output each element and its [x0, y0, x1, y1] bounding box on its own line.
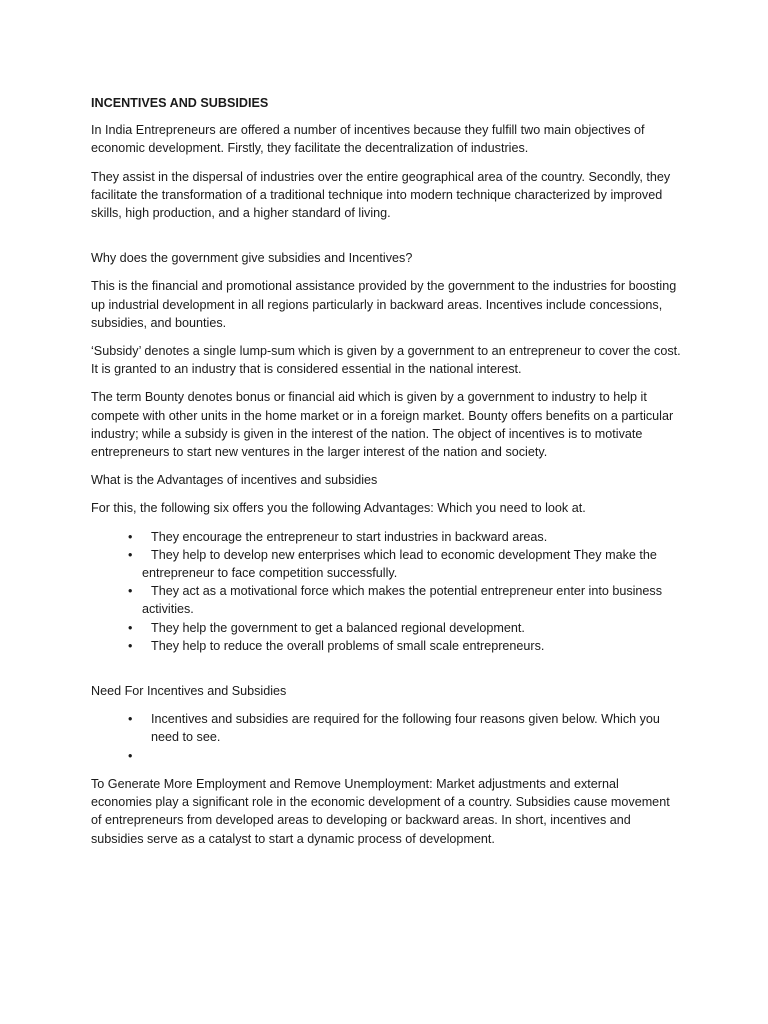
list-item — [91, 637, 681, 655]
advantages-list — [91, 528, 681, 655]
bullet-glyph: • — [128, 638, 133, 653]
bullet-glyph: • — [128, 712, 133, 727]
bullet-glyph: • — [128, 584, 133, 599]
need-text: Incentives and subsidies are required for the following four reasons given below. Which you need to see. — [151, 712, 660, 745]
why-paragraph-2: ‘Subsidy’ denotes a single lump-sum which is given by a government to an entrepreneur to cover the cost. It is granted to an industry that is considered essential in the national interest. — [91, 344, 681, 377]
document-content — [91, 94, 681, 848]
intro-paragraph-2: They assist in the dispersal of industries over the entire geographical area of the country. Secondly, they facilitate the transformation of a traditional technique into modern technique characterized by improved skills, high production, and a higher standard of living. — [91, 169, 671, 221]
why-paragraph-3: The term Bounty denotes bonus or financial aid which is given by a government to industry to help it compete with other units in the home market or in a foreign market. Bounty offers benefits on a particular industry; while a subsidy is given in the interest of the nation. The object of incentives is to motivate entrepreneurs to start new ventures in the larger interest of the nation and society. — [91, 390, 674, 460]
need-heading: Need For Incentives and Subsidies — [91, 684, 287, 699]
list-item — [91, 619, 681, 637]
advantage-text: They act as a motivational force which makes the potential entrepreneur enter into business activities. — [142, 584, 663, 617]
need-text — [151, 747, 681, 765]
list-item — [91, 710, 681, 746]
advantage-text: They help the government to get a balanced regional development. — [151, 620, 525, 635]
bullet-glyph: • — [128, 620, 133, 635]
need-list — [91, 710, 681, 765]
advantages-intro: For this, the following six offers you the following Advantages: Which you need to look at. — [91, 501, 586, 516]
section-spacer — [91, 665, 681, 682]
advantage-text: They help to reduce the overall problems of small scale entrepreneurs. — [151, 638, 545, 653]
list-item — [91, 582, 681, 618]
advantage-text: They encourage the entrepreneur to start industries in backward areas. — [151, 529, 548, 544]
bullet-glyph: • — [128, 529, 133, 544]
intro-paragraph-1: In India Entrepreneurs are offered a number of incentives because they fulfill two main objectives of economic development. Firstly, they facilitate the decentralization of industries. — [91, 123, 645, 156]
bullet-glyph: • — [128, 748, 133, 763]
list-item — [91, 528, 681, 546]
bullet-glyph: • — [128, 547, 133, 562]
list-item — [91, 546, 681, 582]
document-title: INCENTIVES AND SUBSIDIES — [91, 96, 269, 110]
list-item — [91, 747, 681, 765]
closing-paragraph: To Generate More Employment and Remove Unemployment: Market adjustments and external economies play a significant role in the economic development of a country. Subsidies cause movement of entrepreneurs from developed areas to developing or backward areas. In short, incentives and subsidies serve as a catalyst to start a dynamic process of development. — [91, 776, 670, 846]
section-spacer — [91, 232, 681, 249]
advantages-heading: What is the Advantages of incentives and subsidies — [91, 473, 378, 488]
why-paragraph-1: This is the financial and promotional assistance provided by the government to the industries for boosting up industrial development in all regions particularly in backward areas. Incentives include concessions, subsidies, and bounties. — [91, 279, 677, 330]
why-heading: Why does the government give subsidies and Incentives? — [91, 251, 413, 266]
advantage-text: They help to develop new enterprises which lead to economic development They make the entrepreneur to face competition successfully. — [142, 547, 657, 581]
